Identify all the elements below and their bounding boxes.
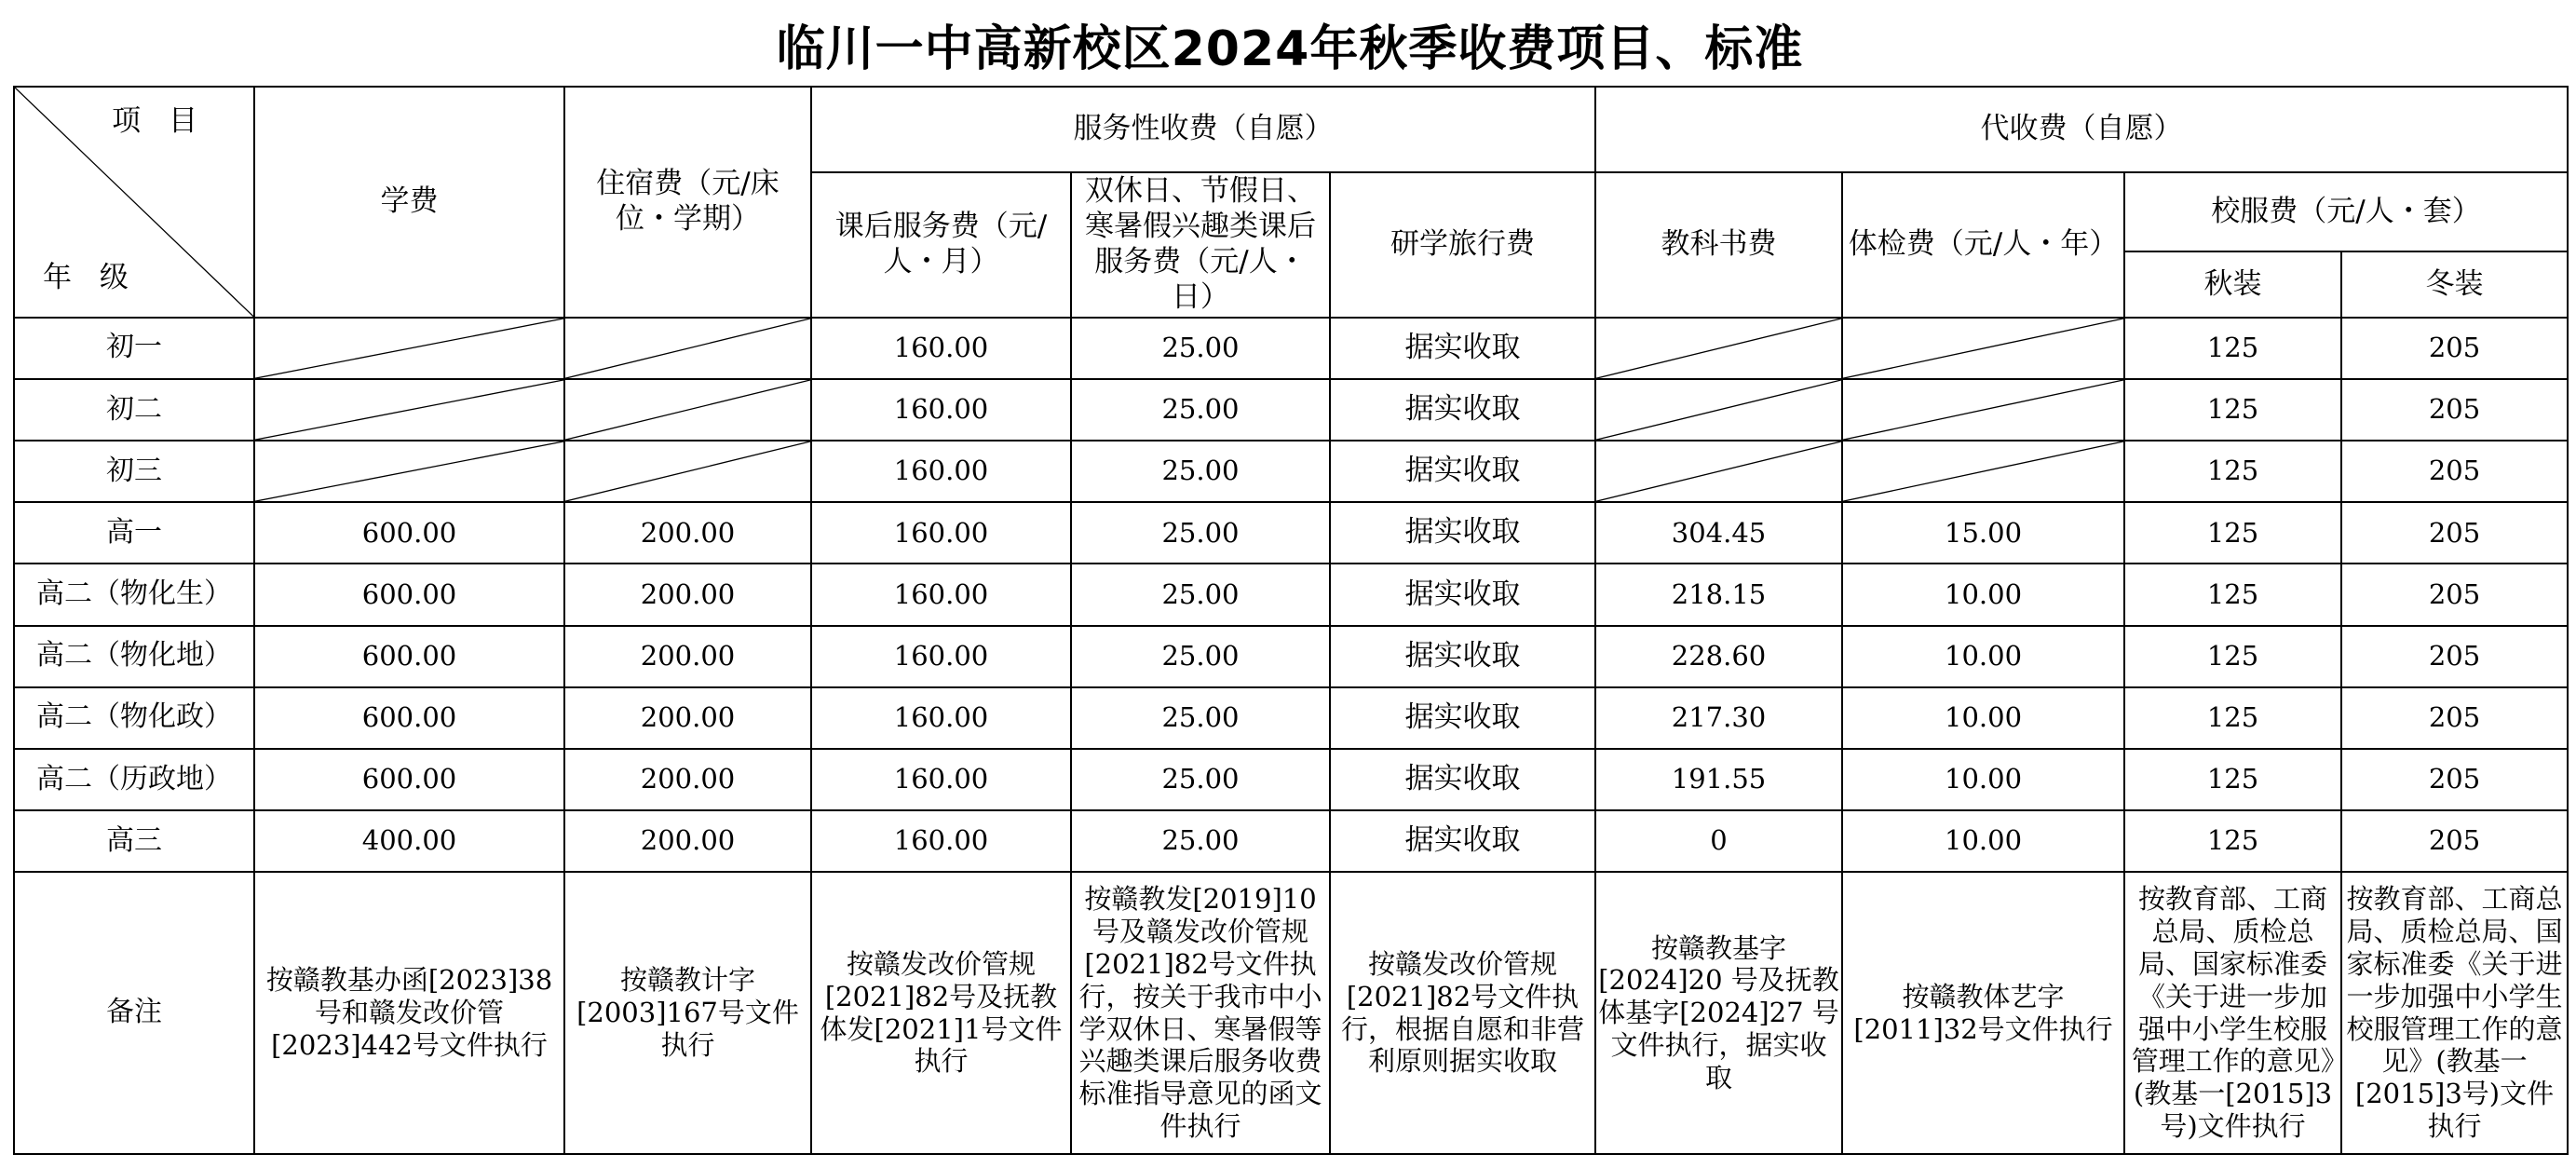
header-boarding: 住宿费（元/床位・学期） — [564, 87, 811, 318]
header-holiday: 双休日、节假日、寒暑假兴趣类课后服务费（元/人・日） — [1071, 172, 1330, 317]
cell-boarding-empty — [564, 318, 811, 379]
cell-study-tour: 据实收取 — [1330, 749, 1595, 810]
row-grade-label: 初一 — [14, 318, 254, 379]
cell-holiday: 25.00 — [1071, 318, 1330, 379]
header-after-school: 课后服务费（元/人・月） — [811, 172, 1071, 317]
cell-boarding-empty — [564, 379, 811, 441]
cell-boarding: 200.00 — [564, 749, 811, 810]
note-textbook: 按赣教基字[2024]20 号及抚教体基字[2024]27 号文件执行，据实收取 — [1595, 872, 1842, 1154]
header-winter: 冬装 — [2341, 251, 2568, 317]
cell-after-school: 160.00 — [811, 564, 1071, 625]
slash-mark — [1596, 380, 1841, 440]
cell-winter: 205 — [2341, 626, 2568, 687]
cell-tuition: 600.00 — [254, 502, 564, 564]
header-study-tour: 研学旅行费 — [1330, 172, 1595, 317]
cell-holiday: 25.00 — [1071, 564, 1330, 625]
cell-after-school: 160.00 — [811, 626, 1071, 687]
cell-winter: 205 — [2341, 502, 2568, 564]
header-autumn: 秋装 — [2124, 251, 2341, 317]
cell-study-tour: 据实收取 — [1330, 379, 1595, 441]
cell-autumn: 125 — [2124, 379, 2341, 441]
slash-mark — [255, 441, 563, 501]
cell-physical-empty — [1842, 441, 2124, 502]
cell-boarding: 200.00 — [564, 810, 811, 872]
cell-study-tour: 据实收取 — [1330, 441, 1595, 502]
cell-study-tour: 据实收取 — [1330, 502, 1595, 564]
cell-holiday: 25.00 — [1071, 810, 1330, 872]
cell-physical: 10.00 — [1842, 626, 2124, 687]
note-study-tour: 按赣发改价管规[2021]82号文件执行，根据自愿和非营利原则据实收取 — [1330, 872, 1595, 1154]
cell-holiday: 25.00 — [1071, 749, 1330, 810]
cell-study-tour: 据实收取 — [1330, 687, 1595, 749]
cell-textbook: 191.55 — [1595, 749, 1842, 810]
slash-mark — [1843, 441, 2123, 501]
cell-autumn: 125 — [2124, 441, 2341, 502]
cell-after-school: 160.00 — [811, 318, 1071, 379]
fee-sheet — [13, 13, 2567, 1155]
corner-item-label: 项 目 — [112, 104, 207, 138]
cell-holiday: 25.00 — [1071, 626, 1330, 687]
cell-study-tour: 据实收取 — [1330, 810, 1595, 872]
table-row — [14, 626, 2568, 687]
cell-after-school: 160.00 — [811, 502, 1071, 564]
cell-autumn: 125 — [2124, 626, 2341, 687]
header-agency-group: 代收费（自愿） — [1595, 87, 2568, 172]
slash-mark — [1843, 319, 2123, 378]
cell-holiday: 25.00 — [1071, 441, 1330, 502]
note-holiday: 按赣教发[2019]10号及赣发改价管规[2021]82号文件执行，按关于我市中小学双休日、寒暑假等兴趣类课后服务收费标准指导意见的函文件执行 — [1071, 872, 1330, 1154]
table-row — [14, 502, 2568, 564]
cell-after-school: 160.00 — [811, 749, 1071, 810]
table-row — [14, 810, 2568, 872]
cell-physical: 10.00 — [1842, 749, 2124, 810]
cell-textbook-empty — [1595, 441, 1842, 502]
cell-textbook: 218.15 — [1595, 564, 1842, 625]
row-grade-label: 高二（物化政） — [14, 687, 254, 749]
cell-holiday: 25.00 — [1071, 687, 1330, 749]
slash-mark — [1843, 380, 2123, 440]
cell-autumn: 125 — [2124, 502, 2341, 564]
cell-tuition-empty — [254, 441, 564, 502]
cell-study-tour: 据实收取 — [1330, 564, 1595, 625]
cell-physical-empty — [1842, 379, 2124, 441]
slash-mark — [565, 441, 810, 501]
row-grade-label: 高二（物化地） — [14, 626, 254, 687]
cell-tuition: 600.00 — [254, 687, 564, 749]
fee-table — [13, 86, 2569, 1155]
cell-after-school: 160.00 — [811, 687, 1071, 749]
cell-textbook-empty — [1595, 379, 1842, 441]
header-service-group: 服务性收费（自愿） — [811, 87, 1595, 172]
row-grade-label: 初三 — [14, 441, 254, 502]
note-winter: 按教育部、工商总局、质检总局、国家标准委《关于进一步加强中小学生校服管理工作的意见》(教基一[2015]3号)文件执行 — [2341, 872, 2568, 1154]
table-row — [14, 379, 2568, 441]
row-grade-label: 高二（历政地） — [14, 749, 254, 810]
note-autumn: 按教育部、工商总局、质检总局、国家标准委《关于进一步加强中小学生校服管理工作的意见》(教基一[2015]3号)文件执行 — [2124, 872, 2341, 1154]
header-tuition: 学费 — [254, 87, 564, 318]
cell-winter: 205 — [2341, 749, 2568, 810]
corner-grade-label: 年 级 — [43, 260, 138, 294]
cell-physical-empty — [1842, 318, 2124, 379]
cell-tuition: 400.00 — [254, 810, 564, 872]
cell-tuition: 600.00 — [254, 626, 564, 687]
table-row — [14, 318, 2568, 379]
row-grade-label: 初二 — [14, 379, 254, 441]
cell-textbook-empty — [1595, 318, 1842, 379]
row-grade-label: 高二（物化生） — [14, 564, 254, 625]
note-boarding: 按赣教计字[2003]167号文件执行 — [564, 872, 811, 1154]
cell-autumn: 125 — [2124, 810, 2341, 872]
cell-tuition: 600.00 — [254, 749, 564, 810]
cell-autumn: 125 — [2124, 687, 2341, 749]
cell-after-school: 160.00 — [811, 441, 1071, 502]
slash-mark — [1596, 441, 1841, 501]
cell-holiday: 25.00 — [1071, 502, 1330, 564]
cell-autumn: 125 — [2124, 564, 2341, 625]
cell-after-school: 160.00 — [811, 379, 1071, 441]
cell-study-tour: 据实收取 — [1330, 318, 1595, 379]
cell-autumn: 125 — [2124, 318, 2341, 379]
cell-after-school: 160.00 — [811, 810, 1071, 872]
slash-mark — [1596, 319, 1841, 378]
slash-mark — [565, 319, 810, 378]
header-physical: 体检费（元/人・年） — [1842, 172, 2124, 317]
row-grade-label: 高一 — [14, 502, 254, 564]
slash-mark — [255, 380, 563, 440]
cell-boarding-empty — [564, 441, 811, 502]
table-row — [14, 749, 2568, 810]
cell-boarding: 200.00 — [564, 564, 811, 625]
cell-winter: 205 — [2341, 810, 2568, 872]
table-row — [14, 564, 2568, 625]
cell-tuition-empty — [254, 379, 564, 441]
note-tuition: 按赣教基办函[2023]38号和赣发改价管[2023]442号文件执行 — [254, 872, 564, 1154]
corner-header — [14, 87, 254, 318]
table-row — [14, 687, 2568, 749]
cell-textbook: 0 — [1595, 810, 1842, 872]
note-physical: 按赣教体艺字[2011]32号文件执行 — [1842, 872, 2124, 1154]
cell-physical: 10.00 — [1842, 810, 2124, 872]
cell-autumn: 125 — [2124, 749, 2341, 810]
cell-physical: 10.00 — [1842, 564, 2124, 625]
cell-textbook: 228.60 — [1595, 626, 1842, 687]
page-title: 临川一中高新校区2024年秋季收费项目、标准 — [776, 21, 1804, 77]
cell-tuition-empty — [254, 318, 564, 379]
table-row — [14, 441, 2568, 502]
cell-study-tour: 据实收取 — [1330, 626, 1595, 687]
cell-holiday: 25.00 — [1071, 379, 1330, 441]
cell-textbook: 217.30 — [1595, 687, 1842, 749]
note-after-school: 按赣发改价管规[2021]82号及抚教体发[2021]1号文件执行 — [811, 872, 1071, 1154]
cell-winter: 205 — [2341, 318, 2568, 379]
cell-boarding: 200.00 — [564, 687, 811, 749]
slash-mark — [255, 319, 563, 378]
cell-textbook: 304.45 — [1595, 502, 1842, 564]
header-uniform: 校服费（元/人・套） — [2124, 172, 2568, 251]
cell-boarding: 200.00 — [564, 502, 811, 564]
slash-mark — [565, 380, 810, 440]
notes-label: 备注 — [14, 872, 254, 1154]
cell-winter: 205 — [2341, 441, 2568, 502]
cell-boarding: 200.00 — [564, 626, 811, 687]
header-textbook: 教科书费 — [1595, 172, 1842, 317]
cell-tuition: 600.00 — [254, 564, 564, 625]
cell-winter: 205 — [2341, 379, 2568, 441]
cell-winter: 205 — [2341, 687, 2568, 749]
cell-winter: 205 — [2341, 564, 2568, 625]
cell-physical: 15.00 — [1842, 502, 2124, 564]
row-grade-label: 高三 — [14, 810, 254, 872]
cell-physical: 10.00 — [1842, 687, 2124, 749]
